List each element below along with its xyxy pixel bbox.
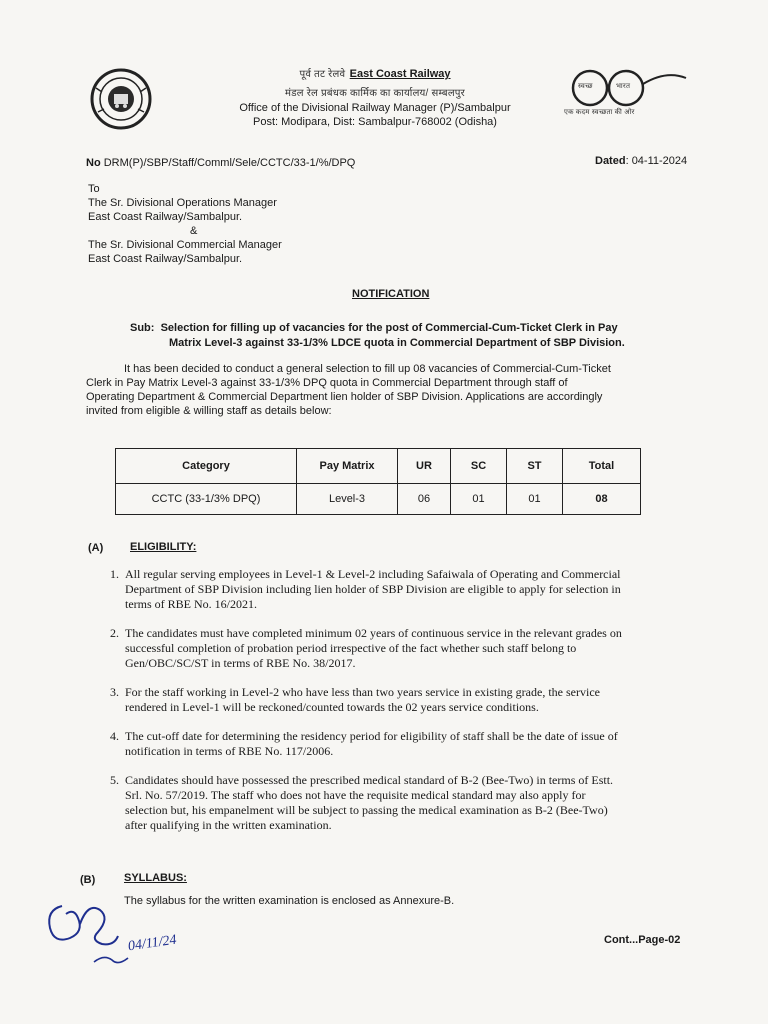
eligibility-list (110, 567, 722, 833)
subject-label: Sub: (130, 322, 155, 334)
notification-title: NOTIFICATION (352, 288, 430, 300)
dated-label: Dated (595, 155, 626, 167)
addressee-block (88, 182, 282, 266)
table-header-cell: Total (563, 449, 641, 484)
item-line: Gen/OBC/SC/ST in terms of RBE No. 38/2017. (125, 656, 356, 670)
item-line: notification in terms of RBE No. 117/2006. (125, 744, 334, 758)
subject-block (130, 321, 710, 351)
list-item (110, 773, 722, 833)
table-cell: Level-3 (297, 484, 398, 515)
railway-emblem-logo (86, 68, 156, 130)
logo-word-bharat: भारत (616, 83, 631, 90)
item-line: For the staff working in Level-2 who have less than two years service in existing grade, the service (125, 685, 600, 699)
item-number: 5. (110, 773, 119, 787)
list-item (110, 729, 722, 759)
item-line: The cut-off date for determining the residency period for eligibility of staff shall be the date of issue of (125, 729, 618, 743)
ref-no-value: DRM(P)/SBP/Staff/Comml/Sele/CCTC/33-1/%/DPQ (103, 157, 356, 169)
item-number: 3. (110, 685, 119, 699)
item-line: rendered in Level-1 will be reckoned/counted towards the 02 years service conditions. (125, 700, 539, 714)
to-line-2: East Coast Railway/Sambalpur. (88, 211, 243, 223)
item-line: Department of SBP Division including lien holder of SBP Division are eligible to apply for selection in (125, 582, 621, 596)
reference-number (86, 157, 355, 169)
table-cell: 06 (398, 484, 451, 515)
header-block (190, 64, 560, 128)
item-line: selection but, his empanelment will be subject to passing the medical examination as B-2 (Bee-Two) (125, 803, 608, 817)
list-item (110, 567, 722, 612)
table-header-cell: Pay Matrix (297, 449, 398, 484)
swachh-bharat-logo (556, 68, 696, 120)
item-line: Srl. No. 57/2019. The staff who does not have the requisite medical standard may also apply for (125, 788, 586, 802)
logo-tagline: एक कदम स्वच्छता की ओर (564, 109, 635, 116)
header-title: East Coast Railway (349, 68, 451, 80)
item-line: All regular serving employees in Level-1 & Level-2 including Safaiwala of Operating and Commercial (125, 567, 621, 581)
dated-value: 04-11-2024 (631, 155, 688, 167)
vacancy-table (115, 448, 641, 515)
table-header-cell: Category (116, 449, 297, 484)
item-line: The candidates must have completed minimum 02 years of continuous service in the relevant grades on (125, 626, 622, 640)
item-number: 4. (110, 729, 119, 743)
list-item (110, 685, 722, 715)
section-b-marker: (B) (80, 874, 96, 886)
intro-line-3: Operating Department & Commercial Department lien holder of SBP Division. Applications are accordingly (86, 391, 603, 403)
item-number: 1. (110, 567, 119, 581)
intro-line-1: It has been decided to conduct a general selection to fill up 08 vacancies of Commercial-Cum-Ticket (124, 363, 611, 375)
dated: Dated: 04-11-2024 (595, 155, 688, 167)
to-line-3: The Sr. Divisional Commercial Manager (88, 239, 282, 251)
item-line: Candidates should have possessed the prescribed medical standard of B-2 (Bee-Two) in terms of Estt. (125, 773, 614, 787)
handwritten-signature (40, 888, 190, 980)
to-line-1: The Sr. Divisional Operations Manager (88, 197, 277, 209)
to-ampersand: & (190, 225, 198, 237)
intro-line-2: Clerk in Pay Matrix Level-3 against 33-1/3% DPQ quota in Commercial Department through staff of (86, 377, 568, 389)
item-line: after qualifying in the written examination. (125, 818, 332, 832)
section-a-marker: (A) (88, 542, 104, 554)
header-address: Post: Modipara, Dist: Sambalpur-768002 (Odisha) (253, 116, 497, 128)
ref-no-label: No (86, 157, 101, 169)
syllabus-heading: SYLLABUS: (124, 872, 187, 884)
eligibility-heading: ELIGIBILITY: (130, 541, 197, 553)
table-header-cell: UR (398, 449, 451, 484)
table-header-row (116, 449, 641, 484)
table-row (116, 484, 641, 515)
header-office: Office of the Divisional Railway Manager (P)/Sambalpur (239, 102, 511, 114)
table-header-cell: SC (451, 449, 507, 484)
subject-line-1: Selection for filling up of vacancies for the post of Commercial-Cum-Ticket Clerk in Pay (160, 322, 618, 334)
table-cell: CCTC (33-1/3% DPQ) (116, 484, 297, 515)
subject-line-2: Matrix Level-3 against 33-1/3% LDCE quota in Commercial Department of SBP Division. (169, 337, 625, 349)
logo-word-swachh: स्वच्छ (578, 83, 593, 90)
intro-line-4: invited from eligible & willing staff as details below: (86, 405, 332, 417)
to-line-4: East Coast Railway/Sambalpur. (88, 253, 243, 265)
item-line: successful completion of probation period irrespective of the fact whether such staff belong to (125, 641, 577, 655)
item-number: 2. (110, 626, 119, 640)
intro-paragraph (86, 362, 711, 418)
table-cell: 01 (507, 484, 563, 515)
item-line: terms of RBE No. 16/2021. (125, 597, 257, 611)
header-hindi-office: मंडल रेल प्रबंधक कार्मिक का कार्यालय/ सम्बलपुर (285, 88, 465, 99)
header-hindi-title: पूर्व तट रेलवे (299, 69, 346, 80)
syllabus-text: The syllabus for the written examination is enclosed as Annexure-B. (124, 895, 455, 907)
table-cell: 08 (563, 484, 641, 515)
to-label: To (88, 183, 100, 195)
continued-footer: Cont...Page-02 (604, 934, 681, 946)
list-item (110, 626, 722, 671)
signature-date: 04/11/24 (127, 932, 178, 955)
table-header-cell: ST (507, 449, 563, 484)
table-cell: 01 (451, 484, 507, 515)
